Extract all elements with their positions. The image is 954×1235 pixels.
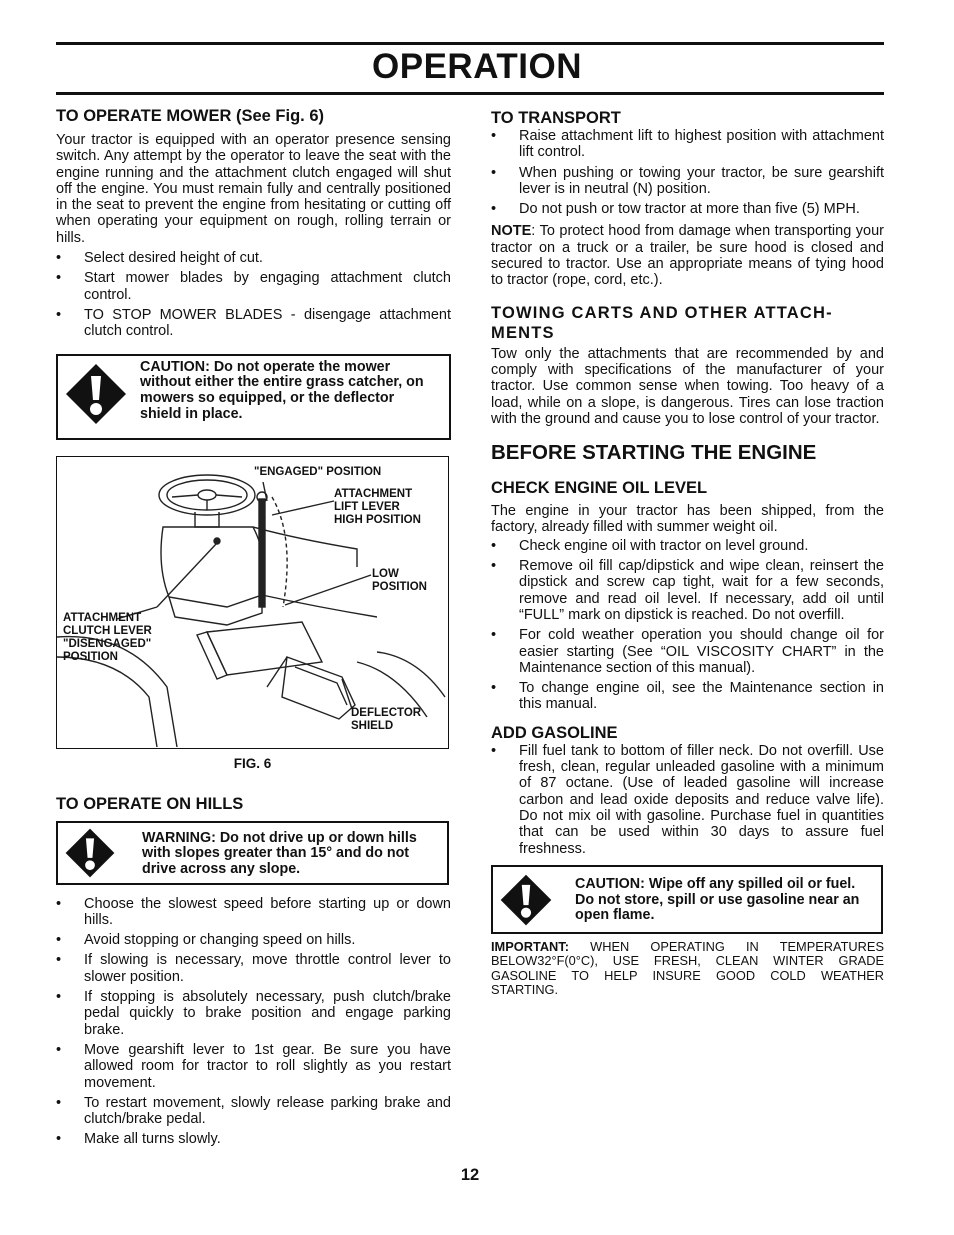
warning-text: WARNING: Do not drive up or down hills with slopes greater than 15° and do not drive across any slope. [142,829,417,878]
note-text: : To protect hood from damage when transporting your tractor on a truck or a trailer, be sure hood is closed and secured to tractor. Use an appropriate means of tying hood to tractor (rope, cord, etc.). [491,223,884,289]
important-text: WHEN OPERATING IN TEMPERATURES BELOW32°F(0°C), USE FRESH, CLEAN WINTER GRADE GASOLINE TO HELP INSURE GOOD COLD WEATHER STARTING. [491,938,884,998]
transport-heading: TO TRANSPORT [491,109,621,127]
deflector-shield-label: DEFLECTOR SHIELD [351,706,422,732]
list-item: • Start mower blades by engaging attachment clutch control. [56,270,451,303]
important-label: IMPORTANT: [491,938,569,954]
list-item: • When pushing or towing your tractor, be sure gearshift lever is in neutral (N) position. [491,165,884,198]
mower-heading: TO OPERATE MOWER (See Fig. 6) [56,107,324,125]
list-item: • Check engine oil with tractor on level ground. [491,538,884,554]
hills-warning-box [56,821,449,885]
engaged-position-label: "ENGAGED" POSITION [254,465,382,478]
transport-note [491,223,884,288]
list-item: • TO STOP MOWER BLADES - disengage attachment clutch control. [56,307,451,340]
list-item: • To restart movement, slowly release parking brake and clutch/brake pedal. [56,1095,451,1128]
figure-6 [56,456,449,749]
list-item: • To change engine oil, see the Maintenance section in this manual. [491,680,884,713]
fuel-caution-text: CAUTION: Wipe off any spilled oil or fuel. Do not store, spill or use gasoline near an open flame. [575,875,860,924]
clutch-lever-label: ATTACHMENT CLUTCH LEVER "DISENGAGED" POSITION [63,611,152,663]
list-item: • Choose the slowest speed before starting up or down hills. [56,896,451,929]
mower-caution-box [56,354,451,440]
page-title: OPERATION [372,47,582,86]
gasoline-bullets [491,743,884,857]
list-item: • Do not push or tow tractor at more than five (5) MPH. [491,201,884,217]
right-column [491,106,884,998]
title-rule [56,92,884,95]
towing-text: Tow only the attachments that are recommended by and comply with specifications of the manufacturer of your tractor. Use common sense when towing. Too heavy of a load, while on a slope, is dangerous. Tires can lose traction with the ground and cause you to lose control of your tractor. [491,345,884,427]
hills-bullets [56,896,451,1148]
mower-bullets [56,250,451,339]
note-label: NOTE [491,223,532,240]
warning-icon [64,827,116,879]
list-item: • Remove oil fill cap/dipstick and wipe clean, reinsert the dipstick and screw cap tight, wait for a few seconds, remove and read oil level. If necessary, add oil until “FULL” mark on dipstick is reached. Do not overfill. [491,558,884,623]
lift-lever-label: ATTACHMENT LIFT LEVER HIGH POSITION [334,487,421,526]
gasoline-heading: ADD GASOLINE [491,723,618,742]
list-item: • Raise attachment lift to highest position with attachment lift control. [491,128,884,161]
figure-caption: FIG. 6 [233,755,272,771]
list-item: • If slowing is necessary, move throttle control lever to slower position. [56,952,451,985]
list-item: • Move gearshift lever to 1st gear. Be sure you have allowed room for tractor to roll slightly as you restart movement. [56,1042,451,1091]
caution-icon [64,362,128,426]
before-starting-heading: BEFORE STARTING THE ENGINE [491,441,817,465]
oil-heading: CHECK ENGINE OIL LEVEL [491,479,708,498]
towing-heading: TOWING CARTS AND OTHER ATTACH-MENTS [491,303,833,342]
low-position-label: LOW POSITION [372,567,427,593]
caution-icon [499,873,553,927]
caution-text: CAUTION: Do not operate the mower without either the entire grass catcher, on mowers so equipped, or the deflector shield in place. [140,358,424,422]
list-item: • Avoid stopping or changing speed on hills. [56,932,451,948]
transport-bullets [491,128,884,217]
important-note [491,940,884,998]
hills-heading: TO OPERATE ON HILLS [56,794,244,813]
page-number: 12 [460,1166,480,1184]
left-column [56,106,451,1148]
fuel-caution-box [491,865,883,934]
oil-intro: The engine in your tractor has been shipped, from the factory, already filled with summer weight oil. [491,503,884,536]
oil-bullets [491,538,884,713]
mower-intro: Your tractor is equipped with an operator presence sensing switch. Any attempt by the operator to leave the seat with the engine running and the attachment clutch engaged will shut off the engine. You must remain fully and centrally positioned in the seat to prevent the engine from hesitating or cutting off when operating your equipment on rough, rolling terrain or hills. [56,132,451,246]
list-item: • For cold weather operation you should change oil for easier starting (See “OIL VISCOSITY CHART” in the Maintenance section of this manual). [491,627,884,676]
list-item: • If stopping is absolutely necessary, push clutch/brake pedal quickly to brake position and engage parking brake. [56,989,451,1038]
list-item: • Fill fuel tank to bottom of filler neck. Do not overfill. Use fresh, clean, regular unleaded gasoline with a minimum of 87 octane. (Use of leaded gasoline will increase carbon and lead oxide deposits and reduce valve life). Do not mix oil with gasoline. Purchase fuel in quantities that can be used within 30 days to assure fuel freshness. [491,743,884,857]
list-item: • Select desired height of cut. [56,250,451,266]
list-item: • Make all turns slowly. [56,1131,451,1147]
